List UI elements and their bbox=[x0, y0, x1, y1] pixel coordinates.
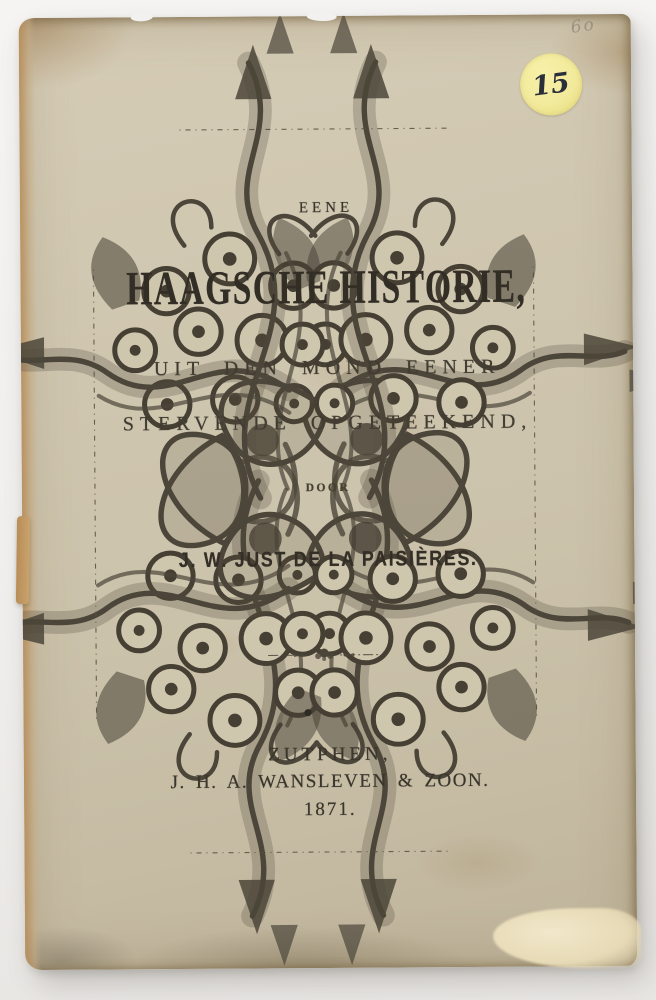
imprint-publisher: J. H. A. WANSLEVEN & ZOON. bbox=[170, 769, 490, 794]
round-printer-dot-icon bbox=[305, 709, 312, 716]
price-sticker-value: 15 bbox=[530, 66, 572, 103]
dashed-border-top bbox=[179, 128, 451, 130]
price-sticker bbox=[520, 53, 582, 115]
book-title: HAAGSCHE HISTORIE, bbox=[126, 259, 527, 316]
book-cover bbox=[19, 14, 638, 970]
author-name: J. W. JUST DE LA PAISIÈRES. bbox=[178, 546, 478, 573]
dashed-border-bottom bbox=[191, 851, 451, 853]
pretitle: EENE bbox=[298, 199, 354, 217]
pencil-inscription: 6o bbox=[569, 14, 598, 38]
subtitle-line-1: UIT DEN MOND EENER bbox=[153, 355, 501, 381]
byline-label: DOOR bbox=[305, 481, 351, 495]
imprint-city: ZUTPHEN, bbox=[268, 743, 392, 766]
subtitle-line-2: STERVENDE OPGETEEKEND, bbox=[122, 410, 533, 436]
imprint-year: 1871. bbox=[303, 798, 357, 821]
